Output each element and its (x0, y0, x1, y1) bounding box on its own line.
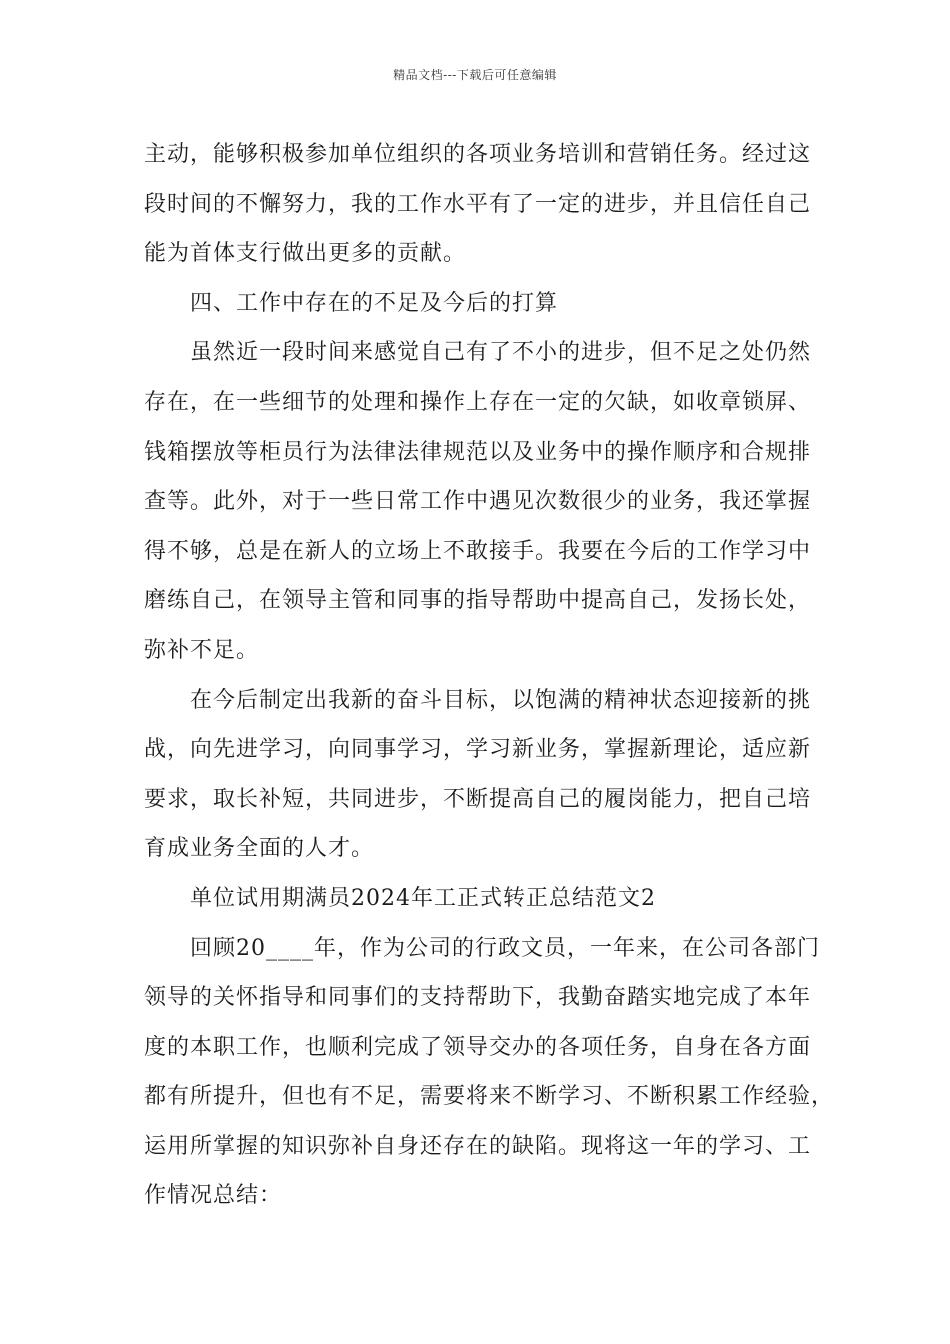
text-line: 得不够，总是在新人的立场上不敢接手。我要在今后的工作学习中 (144, 538, 812, 564)
text-line: 都有所提升，但也有不足，需要将来不断学习、不断积累工作经验， (144, 1084, 835, 1110)
text-line: 度的本职工作，也顺利完成了领导交办的各项任务，自身在各方面 (144, 1034, 812, 1060)
text-line: 战，向先进学习，向同事学习，学习新业务，掌握新理论，适应新 (144, 737, 812, 763)
document-title: 单位试用期满员2024年工正式转正总结范文2 (190, 885, 656, 911)
text-line: 运用所掌握的知识弥补自身还存在的缺陷。现将这一年的学习、工 (144, 1133, 812, 1159)
text-line: 能为首体支行做出更多的贡献。 (144, 241, 467, 267)
section-heading: 四、工作中存在的不足及今后的打算 (190, 290, 559, 316)
text-line: 作情况总结： (144, 1183, 283, 1209)
text-line: 查等。此外，对于一些日常工作中遇见次数很少的业务，我还掌握 (144, 489, 812, 515)
page-header: 精品文档---下载后可任意编辑 (393, 68, 557, 82)
text-line: 育成业务全面的人才。 (144, 836, 375, 862)
text-line: 弥补不足。 (144, 637, 260, 663)
text-line: 要求，取长补短，共同进步，不断提高自己的履岗能力，把自己培 (144, 786, 812, 812)
text-line: 虽然近一段时间来感觉自己有了不小的进步，但不足之处仍然 (190, 340, 812, 366)
text-line: 钱箱摆放等柜员行为法律法律规范以及业务中的操作顺序和合规排 (144, 439, 812, 465)
text-line: 在今后制定出我新的奋斗目标，以饱满的精神状态迎接新的挑 (190, 687, 812, 713)
text-line: 存在，在一些细节的处理和操作上存在一定的欠缺，如收章锁屏、 (144, 389, 812, 415)
document-body (144, 130, 835, 1221)
text-line: 领导的关怀指导和同事们的支持帮助下，我勤奋踏实地完成了本年 (144, 985, 812, 1011)
text-line: 回顾20____年，作为公司的行政文员，一年来，在公司各部门 (190, 935, 820, 961)
text-line: 磨练自己，在领导主管和同事的指导帮助中提高自己，发扬长处， (144, 588, 812, 614)
text-line: 段时间的不懈努力，我的工作水平有了一定的进步，并且信任自己 (144, 191, 812, 217)
text-line: 主动，能够积极参加单位组织的各项业务培训和营销任务。经过这 (144, 142, 812, 167)
